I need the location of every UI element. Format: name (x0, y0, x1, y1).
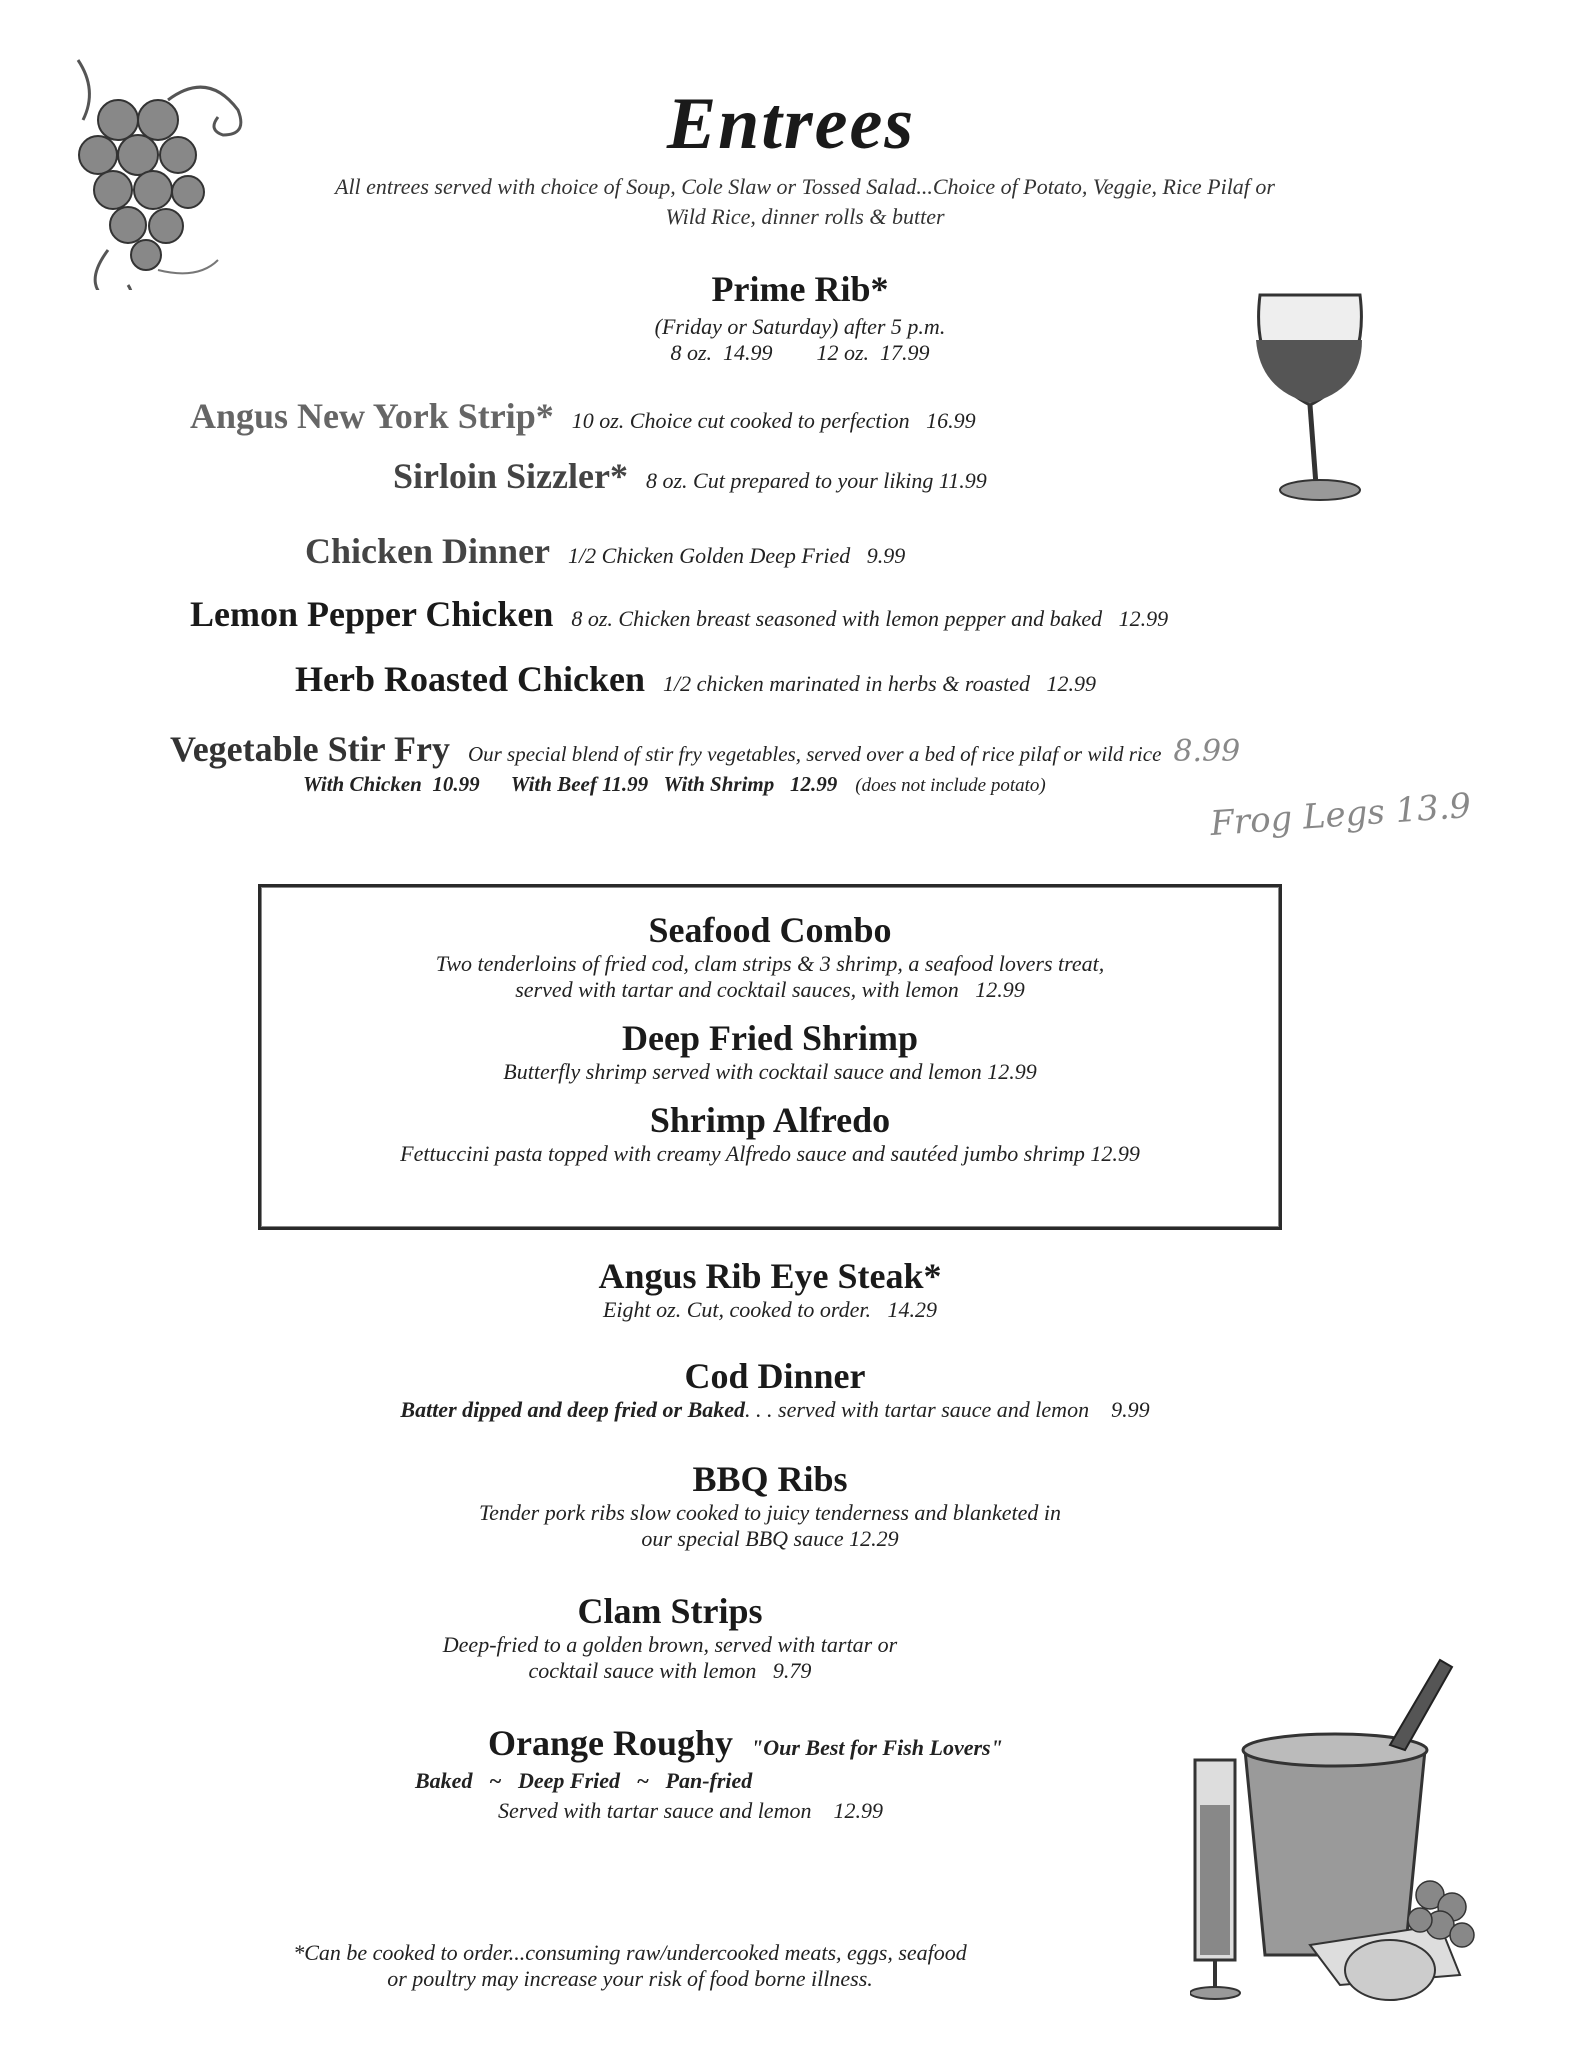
item-desc-bold: Batter dipped and deep fried or Baked (400, 1397, 746, 1422)
menu-item-ny-strip (190, 395, 976, 437)
item-name: Cod Dinner (684, 1356, 866, 1396)
item-desc: our special BBQ sauce 12.29 (641, 1526, 899, 1551)
menu-item-sirloin (393, 455, 987, 497)
item-desc: Tender pork ribs slow cooked to juicy tenderness and blanketed in (478, 1500, 1062, 1525)
item-desc: cocktail sauce with lemon 9.79 (528, 1658, 812, 1683)
menu-item-cod-dinner (300, 1355, 1250, 1423)
item-desc: 8 oz. Chicken breast seasoned with lemon pepper and baked 12.99 (571, 606, 1169, 631)
menu-item-shrimp-alfredo (261, 1099, 1279, 1167)
menu-item-seafood-combo (261, 909, 1279, 1003)
item-desc: 1/2 chicken marinated in herbs & roasted 12.99 (663, 671, 1097, 696)
item-desc: Deep-fried to a golden brown, served with tartar or (442, 1632, 898, 1657)
footer-line: *Can be cooked to order...consuming raw/undercooked meats, eggs, seafood (293, 1940, 967, 1965)
item-desc: Two tenderloins of fried cod, clam strips & 3 shrimp, a seafood lovers treat, (435, 951, 1105, 976)
item-name: Seafood Combo (648, 910, 892, 950)
item-desc: Butterfly shrimp served with cocktail sauce and lemon 12.99 (503, 1059, 1037, 1084)
item-name: Orange Roughy (488, 1723, 734, 1763)
item-name: Lemon Pepper Chicken (190, 594, 554, 634)
entree-subtitle: All entrees served with choice of Soup, Cole Slaw or Tossed Salad...Choice of Potato, Veggie, Rice Pilaf or Wild Rice, dinner rolls & butter (335, 174, 1275, 229)
item-name: Chicken Dinner (305, 531, 551, 571)
wine-glass-illustration (1250, 285, 1390, 515)
item-name: Vegetable Stir Fry (170, 729, 450, 769)
item-options: With Chicken 10.99 With Beef 11.99 With Shrimp 12.99 (303, 772, 838, 796)
roughy-styles: Baked ~ Deep Fried ~ Pan-fried (415, 1768, 753, 1793)
item-tagline: "Our Best for Fish Lovers" (751, 1735, 1003, 1760)
menu-item-bbq-ribs (370, 1458, 1170, 1552)
item-name: Angus Rib Eye Steak* (598, 1256, 942, 1296)
handwritten-note: Frog Legs 13.9 (1208, 785, 1473, 845)
menu-item-clam-strips (320, 1590, 1020, 1684)
item-desc: . . . served with tartar sauce and lemon 9.99 (745, 1397, 1150, 1422)
item-desc: Our special blend of stir fry vegetables, served over a bed of rice pilaf or wild rice (467, 742, 1162, 766)
seafood-box (258, 884, 1282, 1230)
item-desc: 8 oz. Cut prepared to your liking 11.99 (645, 468, 987, 493)
menu-item-deep-fried-shrimp (261, 1017, 1279, 1085)
item-sizes: 8 oz. 14.99 12 oz. 17.99 (670, 340, 930, 365)
item-desc: 10 oz. Choice cut cooked to perfection 16.99 (571, 408, 976, 433)
menu-item-orange-roughy (488, 1722, 1003, 1764)
page-title: Entrees (666, 83, 916, 165)
menu-item-chicken-dinner (305, 530, 905, 572)
item-note: (Friday or Saturday) after 5 p.m. (654, 314, 946, 339)
item-desc: Fettuccini pasta topped with creamy Alfredo sauce and sautéed jumbo shrimp 12.99 (400, 1141, 1140, 1166)
item-name: BBQ Ribs (692, 1459, 848, 1499)
footer-disclaimer (230, 1940, 1030, 1992)
item-name: Clam Strips (577, 1591, 763, 1631)
menu-item-stir-fry (170, 728, 1240, 770)
item-desc: 1/2 Chicken Golden Deep Fried 9.99 (568, 543, 906, 568)
item-desc: Eight oz. Cut, cooked to order. 14.29 (602, 1297, 938, 1322)
item-note: (does not include potato) (855, 775, 1046, 796)
menu-item-prime-rib (400, 268, 1200, 366)
item-desc: served with tartar and cocktail sauces, with lemon 12.99 (515, 977, 1025, 1002)
stir-fry-options (303, 772, 1046, 797)
handwritten-price: 8.99 (1173, 734, 1241, 769)
item-name: Deep Fried Shrimp (622, 1018, 918, 1058)
roughy-desc: Served with tartar sauce and lemon 12.99 (498, 1798, 883, 1823)
footer-line: or poultry may increase your risk of food borne illness. (387, 1966, 873, 1991)
item-name: Prime Rib* (711, 269, 889, 309)
item-name: Sirloin Sizzler* (393, 456, 628, 496)
item-name: Herb Roasted Chicken (295, 659, 645, 699)
champagne-bucket-illustration (1190, 1645, 1490, 2005)
menu-item-lemon-pepper (190, 593, 1168, 635)
menu-item-herb-roasted (295, 658, 1096, 700)
item-name: Angus New York Strip* (190, 396, 554, 436)
menu-item-rib-eye (370, 1255, 1170, 1323)
item-name: Shrimp Alfredo (649, 1100, 891, 1140)
